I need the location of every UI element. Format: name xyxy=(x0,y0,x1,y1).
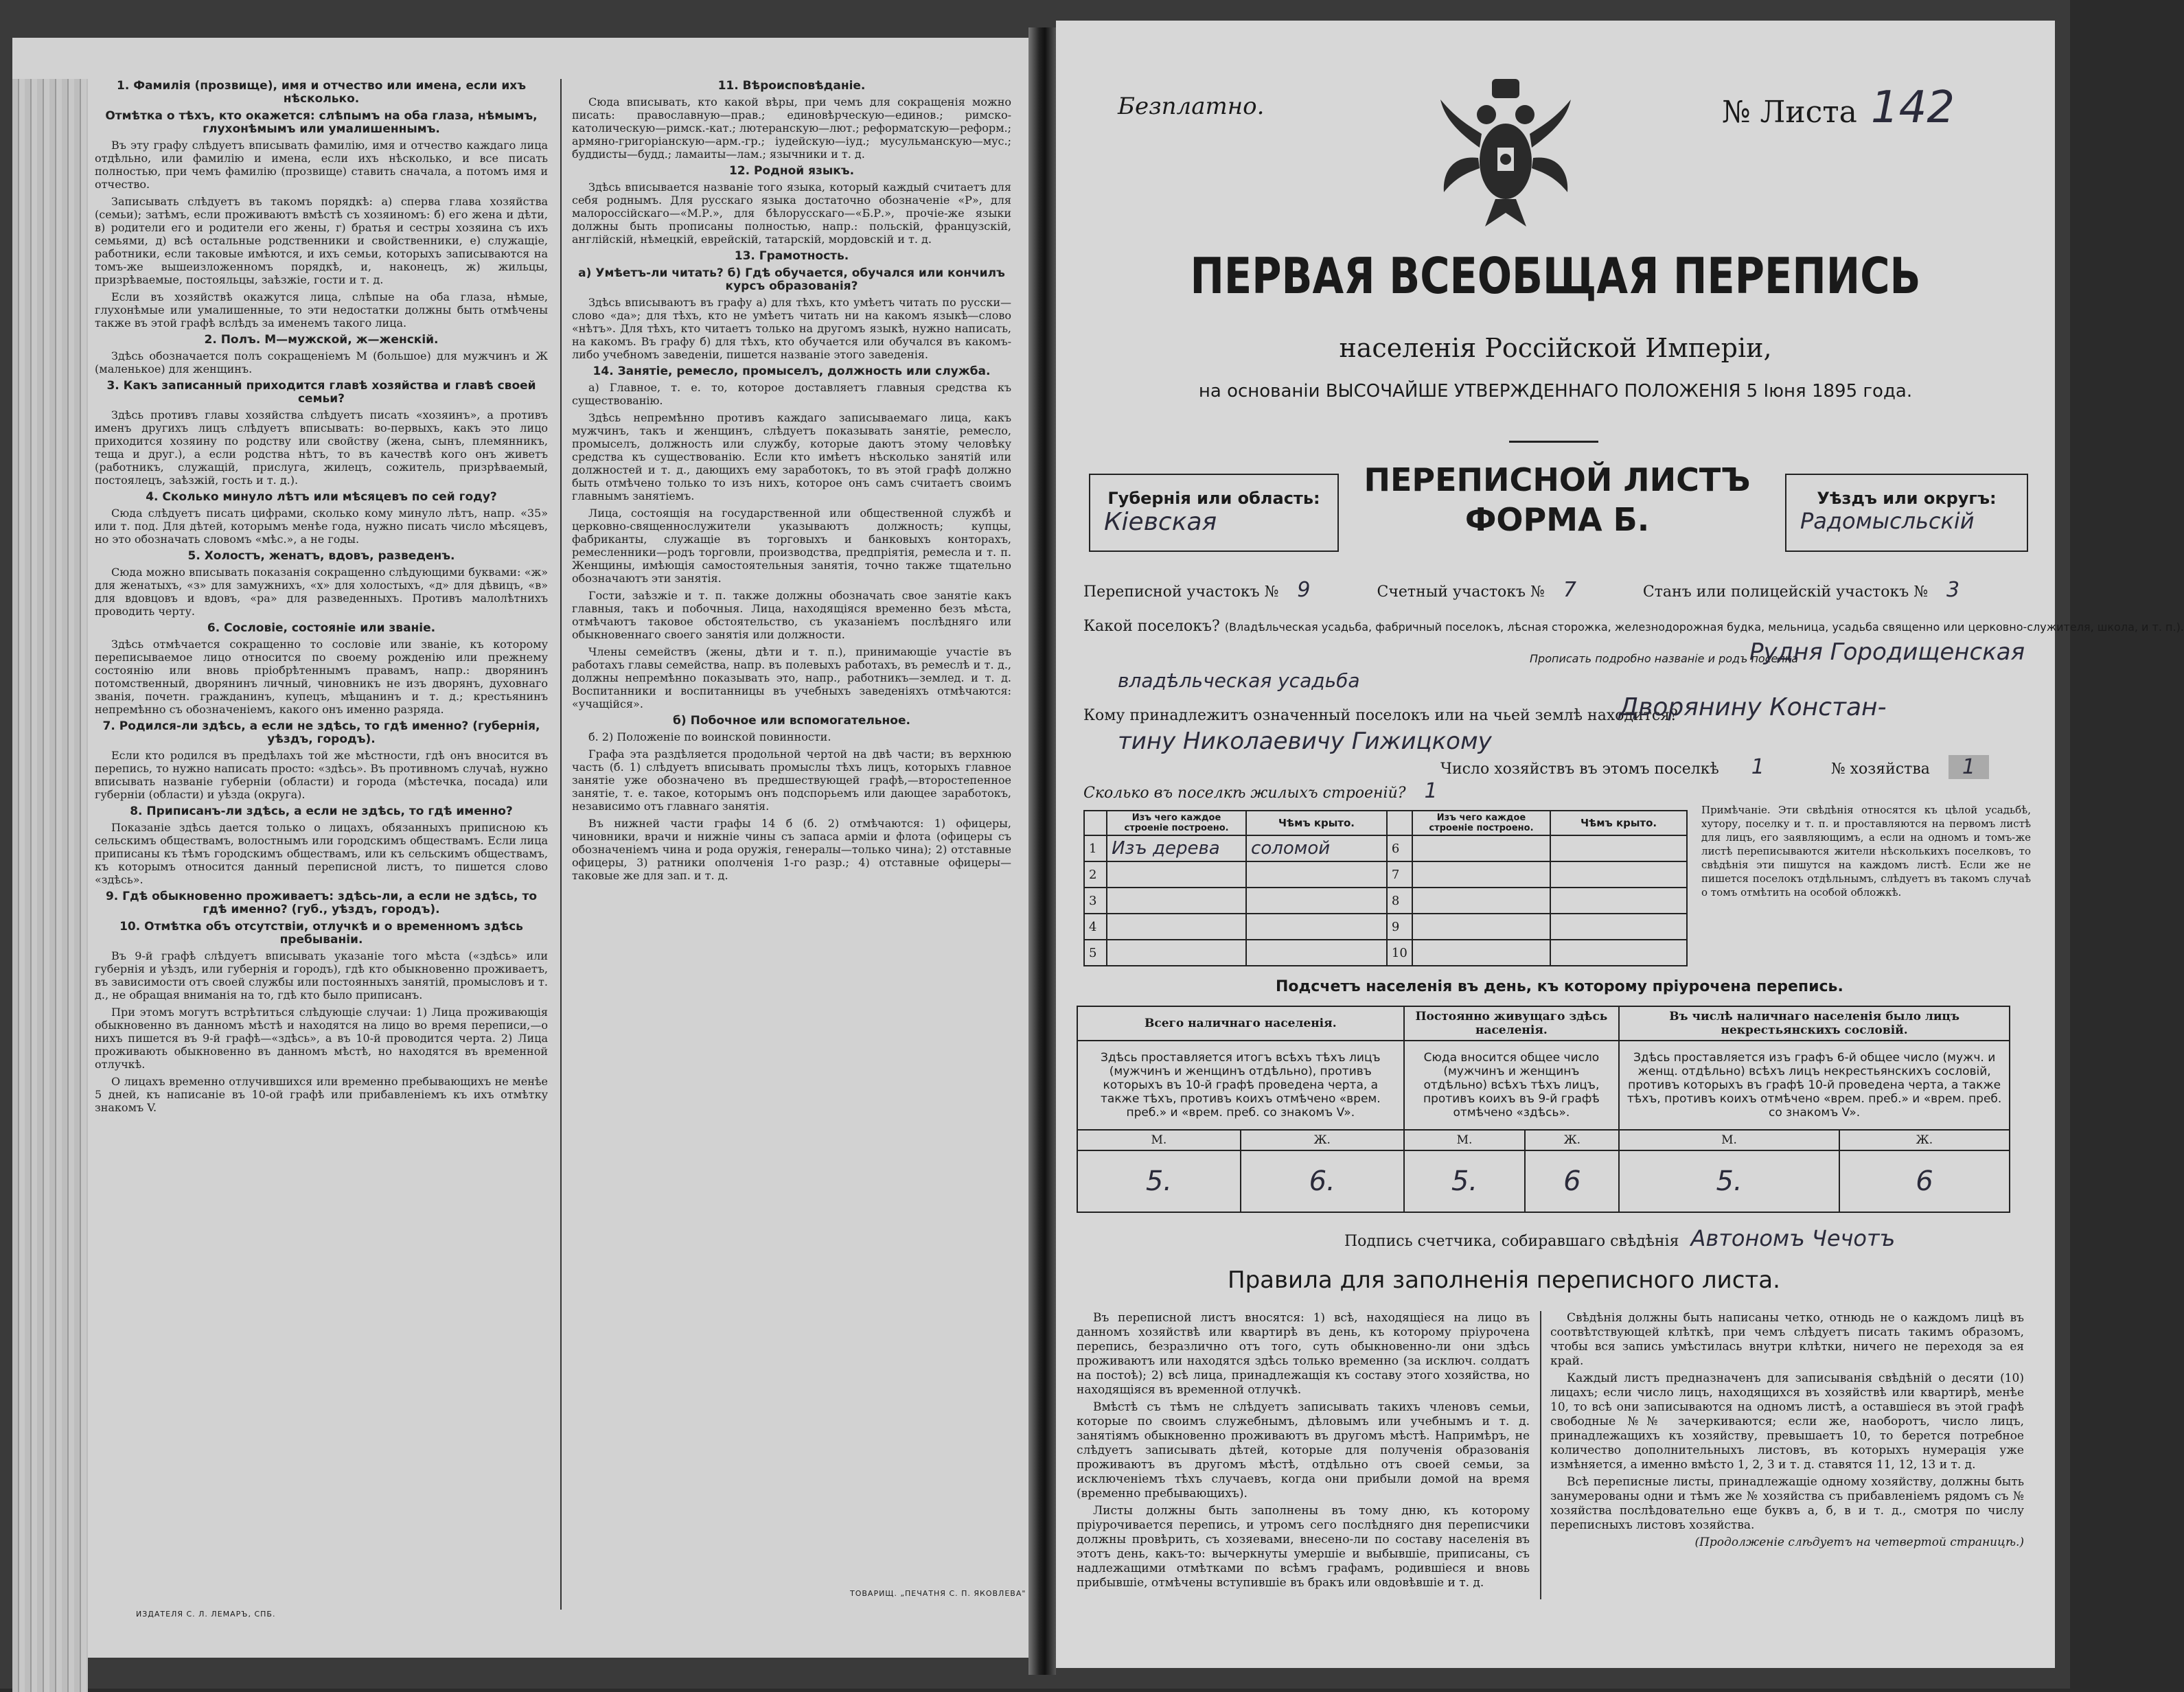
roof-header-2: Чѣмъ крыто. xyxy=(1550,811,1687,835)
instruction-paragraph: Въ 9-й графѣ слѣдуетъ вписывать указаніе того мѣста («здѣсь» или губернія и уѣздъ, или губернія и городъ), гдѣ кто обыкновенно проживаетъ, въ зависимости отъ своей службы или постоянныхъ занятій, промысловъ и т. д., не обращая вниманія на то, гдѣ кто было приписанъ. xyxy=(95,949,548,1001)
form-title-line-1: ПЕРЕПИСНОЙ ЛИСТЪ xyxy=(1364,461,1751,498)
stan-handwritten: 3 xyxy=(1946,578,1960,602)
imprint-left: ИЗДАТЕЛЯ С. Л. ЛЕМАРЪ, СПБ. xyxy=(136,1610,276,1619)
legal-basis: на основаніи ВЫСОЧАЙШЕ УТВЕРЖДЕННАГО ПОЛОЖЕНІЯ 5 Іюня 1895 года. xyxy=(1198,381,1913,402)
building-material xyxy=(1107,861,1246,888)
count-permanent-f: 6 xyxy=(1525,1150,1619,1212)
count-total-m: 5. xyxy=(1077,1150,1241,1212)
instruction-paragraph: Здѣсь вписывается названіе того языка, который каждый считаетъ для себя роднымъ. Для русскаго языка достаточно обозначеніе «Р», для малороссійскаго—«М.Р.», для бѣлорусскаго—«Б.Р.», прочіе-же языки должны быть прописаны полностью, напр.: польскій, французскій, англійскій, нѣмецкій, еврейскій, татарскій, мордовскій и т. д. xyxy=(572,181,1011,246)
building-number: 5 xyxy=(1084,940,1107,966)
instruction-paragraph: О лицахъ временно отлучившихся или временно пребывающихъ не менѣе 5 дней, къ написаніе въ 10-ой графѣ или прибавленіемъ къ ихъ отмѣтку знакомъ V. xyxy=(95,1075,548,1114)
f-label: Ж. xyxy=(1525,1130,1619,1150)
count-permanent-m: 5. xyxy=(1404,1150,1526,1212)
settlement-note2: Прописать подробно названіе и родъ поселка xyxy=(1530,652,1799,665)
uezd-label: Уѣздъ или округъ: xyxy=(1817,489,1997,508)
instruction-heading: 11. Вѣроисповѣданіе. xyxy=(717,79,866,93)
rule-paragraph: Въ переписной листъ вносятся: 1) всѣ, находящіеся на лицо въ данномъ хозяйствѣ или квартирѣ въ день, къ которому пріурочена перепись, безразлично отъ того, суть обыкновенно-ли они здѣсь проживаютъ или находятся здѣсь только временно (за исключ. солдатъ на постоѣ); 2) всѣ лица, принадлежащія къ составу этого хозяйства, но находящіяся въ временной отлучкѣ. xyxy=(1077,1311,1530,1397)
rule-paragraph: Листы должны быть заполнены въ тому дню, къ которому пріурочивается перепись, и утромъ сего послѣдняго дня переписчики должны провѣрить, съ хозяевами, внесено-ли по составу населенія въ этотъ день, какъ-то: вычеркнуты умершіе и выбывшіе, приписаны, съ надлежащими отмѣтками по всѣмъ графамъ, родившіеся и вновь прибывшіе, отмѣчены вступившіе въ бракъ или овдовѣвшіе и т. д. xyxy=(1077,1504,1530,1590)
building-material xyxy=(1412,914,1550,940)
building-row xyxy=(1084,861,1687,888)
uezd-handwritten: Радомысльскій xyxy=(1800,508,1975,534)
instruction-heading: 5. Холостъ, женатъ, вдовъ, разведенъ. xyxy=(187,549,455,563)
signature-label: Подпись счетчика, собиравшаго свѣдѣнія xyxy=(1344,1233,1679,1250)
column-divider xyxy=(560,79,562,1610)
left-page xyxy=(12,38,1028,1658)
m-label: М. xyxy=(1077,1130,1241,1150)
roof-header: Чѣмъ крыто. xyxy=(1246,811,1387,835)
building-number: 4 xyxy=(1084,914,1107,940)
instruction-heading: а) Умѣетъ-ли читать? б) Гдѣ обучается, обучался или кончилъ курсъ образованія? xyxy=(578,266,1005,293)
instruction-heading: 6. Сословіе, состояніе или званіе. xyxy=(207,621,436,635)
right-page xyxy=(1056,21,2184,1668)
count-nonpeasant-m: 5. xyxy=(1619,1150,1839,1212)
settlement-handwritten-1: Рудня Городищенская xyxy=(1749,638,2025,666)
building-number: 9 xyxy=(1387,914,1412,940)
instruction-paragraph: Здѣсь непремѣнно противъ каждаго записываемаго лица, какъ мужчинъ, такъ и женщинъ, слѣдуетъ показывать занятіе, ремесло, промыселъ, должность или службу, которые даютъ этому человѣку средства къ существованію. Если кто имѣетъ нѣсколько занятій или должностей и т. д., дающихъ ему заработокъ, то въ этой графѣ должно быть отмѣчено только то изъ нихъ, которое онъ самъ считаетъ своимъ главнымъ занятіемъ. xyxy=(572,411,1011,502)
building-number: 2 xyxy=(1084,861,1107,888)
instruction-paragraph: Сюда слѣдуетъ писать цифрами, сколько кому минуло лѣтъ, напр. «35» или т. под. Для дѣтей, которымъ менѣе года, нужно писать число мѣсяцевъ, но это обозначать словомъ «мѣс.», а не годы. xyxy=(95,507,548,546)
instruction-paragraph: Здѣсь обозначается полъ сокращеніемъ М (большое) для мужчинъ и Ж (маленькое) для женщинъ. xyxy=(95,349,548,375)
count-desc-nonpeasant: Здѣсь проставляется изъ графъ 6-й общее число (мужч. и женщ. отдѣльно) всѣхъ лицъ некрестьянскихъ сословій, противъ которыхъ въ графѣ 10-й проведена черта, а также тѣхъ, противъ коихъ отмѣчено «врем. преб.» и «врем. преб. со знакомъ V». xyxy=(1619,1041,2010,1130)
page-subtitle: населенія Россійской Имперіи, xyxy=(1339,333,1772,363)
building-roof xyxy=(1550,861,1687,888)
building-roof xyxy=(1246,888,1387,914)
building-material: Изъ дерева xyxy=(1107,835,1246,861)
settlement-line xyxy=(1083,618,2184,635)
instruction-heading: 10. Отмѣтка объ отсутствіи, отлучкѣ и о временномъ здѣсь пребываніи. xyxy=(119,920,523,947)
building-material xyxy=(1412,861,1550,888)
building-roof: соломой xyxy=(1246,835,1387,861)
building-row xyxy=(1084,914,1687,940)
instruction-paragraph: При этомъ могутъ встрѣтиться слѣдующіе случаи: 1) Лица проживающія обыкновенно въ данномъ мѣстѣ и находятся на лицо во время переписи,—о нихъ пишется въ 9-й графѣ—«здѣсь», а въ 10-й проводится черта. 2) Лица проживають обыкновенно въ данномъ мѣстѣ, но находятся въ временной отлучкѣ. xyxy=(95,1006,548,1071)
district-line xyxy=(1083,578,1959,602)
count-nonpeasant-f: 6 xyxy=(1839,1150,2010,1212)
double-headed-eagle-emblem xyxy=(1437,72,1574,230)
gubernia-handwritten: Кіевская xyxy=(1104,508,1217,536)
rules-divider xyxy=(1540,1311,1541,1599)
title-rule xyxy=(1509,441,1598,443)
count-header-total: Всего наличнаго населенія. xyxy=(1077,1006,1404,1041)
instruction-heading: б) Побочное или вспомогательное. xyxy=(673,714,910,728)
census-district-handwritten: 9 xyxy=(1297,578,1311,602)
buildings-table xyxy=(1083,810,1688,966)
imprint-right: ТОВАРИЩ. „ПЕЧАТНЯ С. П. ЯКОВЛЕВА" xyxy=(850,1589,1026,1598)
settlement-label: Какой поселокъ? xyxy=(1083,618,1220,635)
buildings-handwritten: 1 xyxy=(1424,779,1438,803)
instruction-heading: 9. Гдѣ обыкновенно проживаетъ: здѣсь-ли, а если не здѣсь, то гдѣ именно? (губ., уѣздъ, городъ). xyxy=(105,890,538,916)
building-roof xyxy=(1550,914,1687,940)
building-roof xyxy=(1246,940,1387,966)
household-number-label: № хозяйства xyxy=(1830,761,1930,778)
building-material xyxy=(1107,888,1246,914)
building-roof xyxy=(1550,888,1687,914)
instruction-heading: 4. Сколько минуло лѣтъ или мѣсяцевъ по сей году? xyxy=(146,490,497,504)
stan-label: Станъ или полицейскій участокъ № xyxy=(1642,583,1929,601)
settlement-handwritten-2: владѣльческая усадьба xyxy=(1118,669,1360,692)
household-number-handwritten: 1 xyxy=(1949,755,1989,779)
building-material xyxy=(1412,940,1550,966)
instruction-paragraph: Графа эта раздѣляется продольной чертой на двѣ части; въ верхнюю часть (б. 1) слѣдуетъ вписывать промыслы тѣхъ лицъ, которыхъ главное занятіе уже обозначено въ предшествующей графѣ,—второстепенное занятіе, т. е. такое, которымъ онъ подспорьемъ или дающее заработокъ, независимо отъ главнаго занятія. xyxy=(572,748,1011,813)
instruction-paragraph: Члены семействъ (жены, дѣти и т. п.), принимающіе участіе въ работахъ главы семейства, напр. въ полевыхъ работахъ, въ ремеслѣ и т. д., должны непремѣнно показывать это, напр., работникъ—землед. и т. д. Воспитанники и воспитанницы въ учебныхъ заведеніяхъ отмѣчаются: «учащійся». xyxy=(572,645,1011,710)
rules-title: Правила для заполненія переписного листа. xyxy=(1228,1266,1780,1294)
instruction-paragraph: Здѣсь вписываютъ въ графу а) для тѣхъ, кто умѣетъ читать по русски—слово «да»; для тѣхъ, кто не умѣетъ читать ни на какомъ языкѣ—слово «нѣтъ». Для тѣхъ, кто читаетъ только на другомъ языкѣ, нужно написать, на какомъ. Въ графу б) для тѣхъ, кто обучается или обучался въ какомъ-либо учебномъ заведеніи, пишется названіе этого заведенія. xyxy=(572,296,1011,361)
m-label: М. xyxy=(1404,1130,1526,1150)
buildings-line xyxy=(1083,779,1438,803)
owner-handwritten-1: Дворянину Констан- xyxy=(1619,693,1887,721)
rule-paragraph: Каждый листъ предназначенъ для записыванія свѣдѣній о десяти (10) лицахъ; если число лицъ, находящихся въ хозяйствѣ или квартирѣ, менѣе 10, то всѣ они записываются на одномъ листѣ, а оставшіеся въ этой графѣ свободные №№ зачеркиваются; если же, наоборотъ, число лицъ, принадлежащихъ къ хозяйству, превышаетъ 10, то берется потребное количество дополнительныхъ листовъ, въ которыхъ нумерація уже измѣняется, а именно вмѣсто 1, 2, 3 и т. д. ставятся 11, 12, 13 и т. д. xyxy=(1550,1371,2024,1472)
households-handwritten: 1 xyxy=(1751,755,1765,779)
page-edges xyxy=(12,79,88,1692)
instruction-paragraph: а) Главное, т. е. то, которое доставляетъ главныя средства къ существованію. xyxy=(572,381,1011,407)
sheet-number xyxy=(1722,82,1955,133)
instruction-heading: 12. Родной языкъ. xyxy=(728,164,855,178)
building-number: 3 xyxy=(1084,888,1107,914)
count-desc-permanent: Сюда вносится общее число (мужчинъ и женщинъ отдѣльно) всѣхъ тѣхъ лицъ, противъ коихъ въ 9-й графѣ отмѣчено «здѣсь». xyxy=(1404,1041,1620,1130)
count-desc-total: Здѣсь проставляется итогъ всѣхъ тѣхъ лицъ (мужчинъ и женщинъ отдѣльно), противъ которыхъ въ 10-й графѣ проведена черта, а также тѣхъ, противъ коихъ отмѣчено «врем. преб.» и «врем. преб. со знакомъ V». xyxy=(1077,1041,1404,1130)
settlement-note: (Владѣльческая усадьба, фабричный поселокъ, лѣсная сторожка, железнодорожная будка, мельница, усадьба священно или церковно-служителя, школа, и т. п.). xyxy=(1224,621,2184,634)
count-header-permanent: Постоянно живущаго здѣсь населенія. xyxy=(1404,1006,1620,1041)
instruction-paragraph: Въ нижней части графы 14 б (б. 2) отмѣчаются: 1) офицеры, чиновники, врачи и нижніе чины съ запаса арміи и флота (офицеры съ обозначеніемъ чина и рода оружія, генералы—только чина); 2) отставные офицеры, 3) ратники ополченія 1-го разр.; 4) отставные офицеры—таковые же для зап. и т. д. xyxy=(572,817,1011,882)
building-material xyxy=(1412,888,1550,914)
building-number: 1 xyxy=(1084,835,1107,861)
form-title-line-2: ФОРМА Б. xyxy=(1464,501,1650,538)
building-roof xyxy=(1550,940,1687,966)
households-line xyxy=(1440,755,1989,779)
m-label: М. xyxy=(1619,1130,1839,1150)
count-title: Подсчетъ населенія въ день, къ которому пріурочена перепись. xyxy=(1276,978,1843,995)
instruction-paragraph: Здѣсь противъ главы хозяйства слѣдуетъ писать «хозяинъ», а противъ именъ другихъ лицъ слѣдуетъ вписывать: во-первыхъ, какъ это лицо приходится хозяину по родству или свойству (жена, сынъ, племянникъ, теща и друг.), а если родства нѣтъ, то въ качествѣ кого онъ живетъ (работникъ, служащій, прислуга, жилецъ, сожитель, призрѣваемый, постоялецъ, заѣзжій, гость и т. д.). xyxy=(95,408,548,487)
census-district-label: Переписной участокъ № xyxy=(1083,583,1279,601)
instruction-paragraph: Если кто родился въ предѣлахъ той же мѣстности, гдѣ онъ вносится въ перепись, то нужно написать просто: «здѣсь». Въ противномъ случаѣ, нужно вписывать названіе губерніи (области) и города (мѣстечка, посада) или губерніи (области) и уѣзда (округа). xyxy=(95,749,548,801)
buildings-note: Примѣчаніе. Эти свѣдѣнія относятся къ цѣлой усадьбѣ, хутору, поселку и т. п. и проставляются на первомъ листѣ для лицъ, его заявляющимъ, а если на одномъ и томъ-же листѣ переписываются жители нѣсколькихъ поселковъ, то свѣдѣнія эти пишутся на каждомъ листѣ. Если же не пишется поселокъ отдѣльнымъ, слѣдуетъ въ такомъ случаѣ о томъ отмѣтить на особой обложкѣ. xyxy=(1701,804,2031,899)
population-count-table xyxy=(1077,1006,2010,1213)
building-number: 10 xyxy=(1387,940,1412,966)
instruction-heading: 8. Приписанъ-ли здѣсь, а если не здѣсь, то гдѣ именно? xyxy=(130,804,513,818)
signature-line xyxy=(1344,1225,1895,1251)
rules-continue-note: (Продолженіе слѣдуетъ на четвертой страницѣ.) xyxy=(1694,1535,2024,1549)
form-title xyxy=(1344,460,1770,540)
instruction-paragraph: Показаніе здѣсь дается только о лицахъ, обязанныхъ приписною къ сельскимъ обществамъ, волостнымъ или городскимъ обществамъ. Если лица приписаны къ тѣмъ городскимъ обществамъ, или къ сельскимъ обществамъ, къ которымъ относится данный переписной листъ, то пишется слово «здѣсь». xyxy=(95,821,548,886)
buildings-table-header xyxy=(1084,811,1687,835)
sheet-number-label: № Листа xyxy=(1722,95,1857,130)
instruction-heading: 13. Грамотность. xyxy=(734,249,849,263)
book-spine xyxy=(1028,27,1056,1675)
building-number: 6 xyxy=(1387,835,1412,861)
signature-handwritten: Автономъ Чечотъ xyxy=(1690,1225,1896,1251)
building-row xyxy=(1084,888,1687,914)
counting-district-handwritten: 7 xyxy=(1563,578,1576,602)
instruction-heading: 2. Полъ. М—мужской, ж—женскій. xyxy=(204,333,439,347)
instruction-paragraph: Сюда можно вписывать показанія сокращенно слѣдующими буквами: «ж» для женатыхъ, «з» для замужнихъ, «х» для холостыхъ, «д» для дѣвицъ, «в» для вдовцовъ и вдовъ, «ра» для разведенныхъ. Противъ малолѣтнихъ проводить черту. xyxy=(95,566,548,618)
instruction-paragraph: Записывать слѣдуетъ въ такомъ порядкѣ: а) сперва глава хозяйства (семьи); затѣмъ, если проживаютъ вмѣстѣ съ хозяиномъ: б) его жена и дѣти, в) родители его и родители его жены, г) братья и сестры хозяина съ ихъ семьями, д) всѣ остальные родственники и свойственники, е) служащіе, работники, если таковые имѣются, и ихъ семьи, которыхъ записываются на томъ-же вышеизложенномъ порядкѣ, и, наконецъ, ж) жильцы, призрѣваемые, постояльцы, заѣзжіе, гости и т. д. xyxy=(95,195,548,286)
building-number: 7 xyxy=(1387,861,1412,888)
instruction-paragraph: Здѣсь отмѣчается сокращенно то сословіе или званіе, къ которому переписываемое лицо относится по своему рожденію или прежнему состоянію или вновь пріобрѣтеннымъ правамъ, напр.: дворянинъ потомственный, дворянинъ личный, чиновникъ не изъ дворянъ, духовнаго званія, почетн. гражданинъ, купецъ, мѣщанинъ и т. д.; крестьянинъ непремѣнно съ обозначеніемъ, какого онъ именно разряда. xyxy=(95,638,548,716)
rules-column-right xyxy=(1550,1311,2024,1553)
rule-paragraph: Свѣдѣнія должны быть написаны четко, отнюдь не о каждомъ лицѣ въ соотвѣтствующей клѣткѣ, при чемъ слѣдуетъ писать такимъ образомъ, чтобы вся запись умѣстилась внутри клѣтки, ничего не переходя за ея край. xyxy=(1550,1311,2024,1368)
sheet-number-handwritten: 142 xyxy=(1870,82,1955,133)
building-roof xyxy=(1246,861,1387,888)
count-total-f: 6. xyxy=(1241,1150,1404,1212)
gubernia-label: Губернія или область: xyxy=(1107,489,1320,508)
uezd-box xyxy=(1785,474,2028,552)
free-label: Безплатно. xyxy=(1118,93,1265,120)
rule-paragraph: Вмѣстѣ съ тѣмъ не слѣдуетъ записывать такихъ членовъ семьи, которые по своимъ служебнымъ, дѣловымъ или учебнымъ и т. д. занятіямъ обыкновенно проживаютъ въ другомъ мѣстѣ. Напримѣръ, не слѣдуетъ записывать дѣтей, которые для полученія образованія проживаютъ въ другомъ мѣстѣ, отдѣльно отъ своей семьи, за исключеніемъ тѣхъ случаевъ, когда они прибыли домой на время (временно пребывающихъ). xyxy=(1077,1400,1530,1500)
instruction-paragraph: Лица, состоящія на государственной или общественной службѣ и церковно-священнослужители указываютъ должность; купцы, фабриканты, служащіе въ торговыхъ и банковыхъ конторахъ, ремесленники—родъ торговли, производства, предпріятія, ремесла и т. п. Женщины, имѣющія самостоятельныя занятія, точно также тщательно обозначаютъ эти занятія. xyxy=(572,507,1011,585)
f-label: Ж. xyxy=(1241,1130,1404,1150)
building-roof xyxy=(1246,914,1387,940)
instruction-paragraph: Гости, заѣзжіе и т. п. также должны обозначать свое занятіе какъ главныя, такъ и побочныя. Лица, находящіяся временно безъ мѣста, отмѣчаютъ таковое обстоятельство, съ указаніемъ послѣдняго или обыкновеннаго своего занятія или должности. xyxy=(572,589,1011,641)
building-row xyxy=(1084,940,1687,966)
rules-column-left xyxy=(1077,1311,1530,1593)
instructions-column-1 xyxy=(95,76,548,1613)
building-row xyxy=(1084,835,1687,861)
owner-handwritten-2: тину Николаевичу Гижицкому xyxy=(1118,728,1492,755)
building-material xyxy=(1107,940,1246,966)
count-header-nonpeasant: Въ числѣ наличнаго населенія было лицъ некрестьянскихъ сословій. xyxy=(1619,1006,2010,1041)
rule-paragraph: Всѣ переписные листы, принадлежащіе одному хозяйству, должны быть занумерованы одни и тѣмъ же № хозяйства съ прибавленіемъ рядомъ съ № хозяйства послѣдовательно еще буквъ а, б, в и т. д., смотря по числу переписныхъ листовъ хозяйства. xyxy=(1550,1475,2024,1532)
instruction-heading: 7. Родился-ли здѣсь, а если не здѣсь, то гдѣ именно? (губернія, уѣздъ, городъ). xyxy=(102,719,540,746)
material-header-2: Изъ чего каждое строеніе построено. xyxy=(1412,811,1550,835)
building-material xyxy=(1412,835,1550,861)
building-number: 8 xyxy=(1387,888,1412,914)
instruction-heading: 14. Занятіе, ремесло, промыселъ, должность или служба. xyxy=(593,364,991,378)
material-header: Изъ чего каждое строеніе построено. xyxy=(1107,811,1246,835)
building-roof xyxy=(1550,835,1687,861)
instruction-paragraph: Если въ хозяйствѣ окажутся лица, слѣпые на оба глаза, нѣмые, глухонѣмые или умалишенные, то эти недостатки должны быть отмѣчены также въ этой графѣ вслѣдъ за именемъ такого лица. xyxy=(95,290,548,329)
instruction-paragraph: Сюда вписывать, кто какой вѣры, при чемъ для сокращенія можно писать: православную—прав.; единовѣрческую—единов.; римско-католическую—римск.-кат.; лютеранскую—лют.; реформатскую—реформ.; армяно-григоріанскую—арм.-гр.; іудейскую—іуд.; мусульманскую—мус.; буддисты—будд.; ламаиты—лам.; язычники и т. д. xyxy=(572,95,1011,161)
instructions-column-2 xyxy=(572,76,1011,1613)
page-title: ПЕРВАЯ ВСЕОБЩАЯ ПЕРЕПИСЬ xyxy=(1190,247,1921,305)
instruction-paragraph: Въ эту графу слѣдуетъ вписывать фамилію, имя и отчество каждаго лица отдѣльно, или фамилію и имена, если ихъ нѣсколько, и все писать полностью, при чемъ фамилію (прозвище) ставить сначала, а потомъ имя и отчество. xyxy=(95,139,548,191)
instruction-heading: 3. Какъ записанный приходится главѣ хозяйства и главѣ своей семьи? xyxy=(106,379,536,406)
instruction-heading: 1. Фамилія (прозвище), имя и отчество или имена, если ихъ нѣсколько. xyxy=(117,79,526,106)
owner-label: Кому принадлежитъ означенный поселокъ или на чьей землѣ находится? xyxy=(1083,707,1678,724)
households-label: Число хозяйствъ въ этомъ поселкѣ xyxy=(1440,761,1719,778)
building-material xyxy=(1107,914,1246,940)
buildings-label: Сколько въ поселкѣ жилыхъ строеній? xyxy=(1083,785,1406,802)
f-label: Ж. xyxy=(1839,1130,2010,1150)
instruction-paragraph: б. 2) Положеніе по воинской повинности. xyxy=(588,730,831,743)
gubernia-box xyxy=(1089,474,1339,552)
instruction-heading: Отмѣтка о тѣхъ, кто окажется: слѣпымъ на оба глаза, нѣмымъ, глухонѣмымъ или умалишеннымъ. xyxy=(105,109,538,136)
counting-district-label: Счетный участокъ № xyxy=(1377,583,1545,601)
